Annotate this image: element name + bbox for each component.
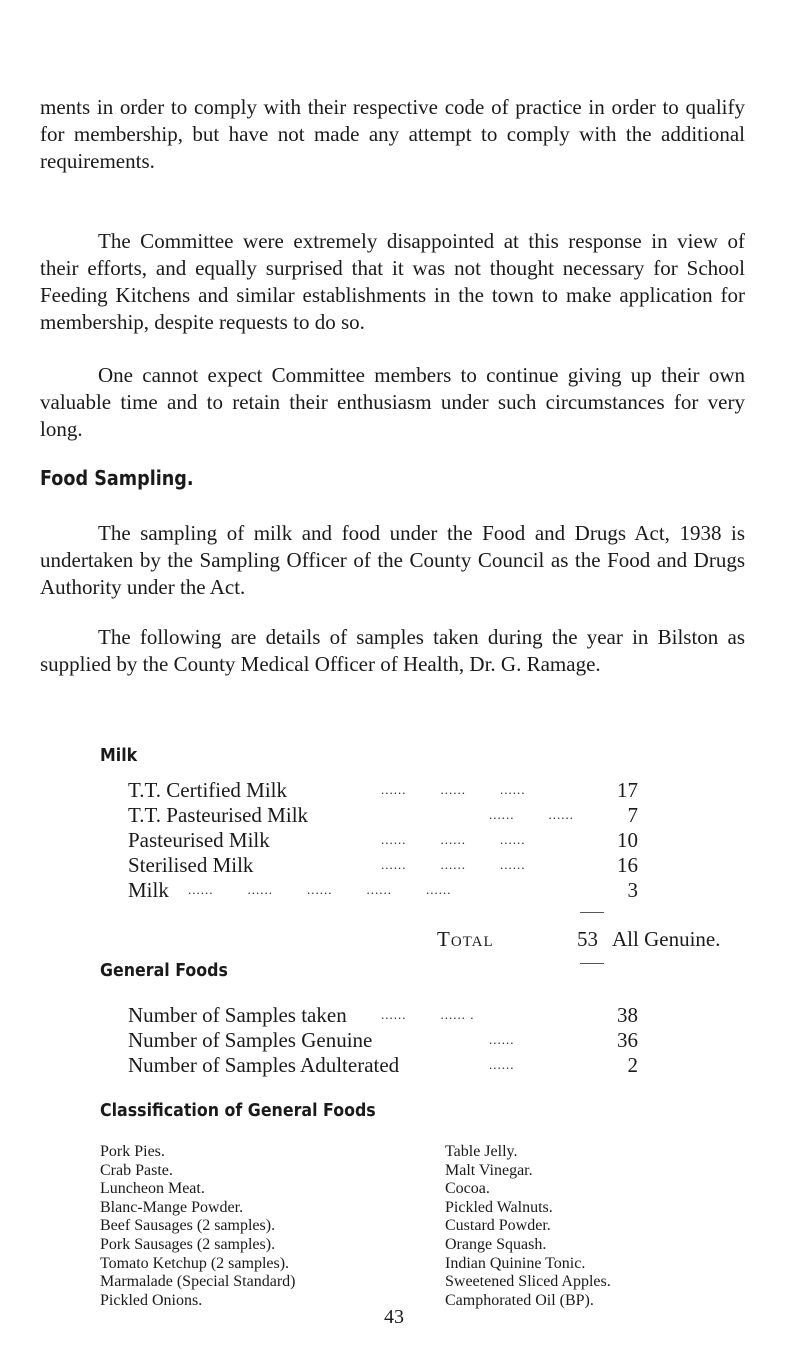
- total-label: Total: [437, 927, 494, 951]
- classification-left-list: [100, 1143, 295, 1310]
- list-item: Sweetened Sliced Apples.: [445, 1273, 611, 1291]
- list-item: Pickled Walnuts.: [445, 1198, 553, 1216]
- list-item: Camphorated Oil (BP).: [445, 1291, 594, 1309]
- general-foods-row-value: 38: [617, 1003, 638, 1027]
- leader-dots: ......: [489, 1032, 515, 1047]
- list-item: Cocoa.: [445, 1180, 490, 1198]
- leader-dots: ...... ......: [489, 807, 574, 822]
- general-foods-row-value: 2: [627, 1053, 638, 1077]
- milk-row-value: 10: [617, 828, 638, 852]
- general-foods-row-label: Number of Samples Adulterated: [128, 1053, 400, 1077]
- list-item: Tomato Ketchup (2 samples).: [100, 1254, 290, 1272]
- list-item: Luncheon Meat.: [100, 1180, 205, 1198]
- classification-heading: Classification of General Foods: [100, 1100, 376, 1121]
- paragraph-committee-members: One cannot expect Committee members to continue giving up their own valuable time and to retain their enthusiasm under such circumstances for very long.: [40, 363, 745, 441]
- milk-row-label: T.T. Certified Milk: [128, 778, 288, 802]
- list-item: Table Jelly.: [445, 1143, 518, 1160]
- list-item: Pork Pies.: [100, 1143, 165, 1160]
- total-rule-top: [580, 912, 604, 913]
- list-item: Malt Vinegar.: [445, 1161, 533, 1179]
- general-foods-row-value: 36: [617, 1028, 638, 1052]
- list-item: Pork Sausages (2 samples).: [100, 1235, 276, 1253]
- leader-dots: ......: [489, 1057, 515, 1072]
- list-item: Beef Sausages (2 samples).: [100, 1217, 276, 1235]
- general-foods-row-label: Number of Samples Genuine: [128, 1028, 373, 1052]
- paragraph-continuation: ments in order to comply with their respective code of practice in order to qualify for membership, but have not made any attempt to comply with the additional requirements.: [40, 95, 745, 173]
- general-foods-heading: General Foods: [100, 960, 228, 981]
- list-item: Marmalade (Special Standard): [100, 1273, 296, 1291]
- total-note: All Genuine.: [612, 927, 721, 951]
- milk-row-label: T.T. Pasteurised Milk: [128, 803, 309, 827]
- leader-dots: ...... ...... ......: [381, 832, 526, 847]
- leader-dots: ...... ...... ......: [381, 857, 526, 872]
- page-number: 43: [384, 1306, 404, 1328]
- leader-dots: ...... ...... ......: [381, 782, 526, 797]
- milk-row-label: Sterilised Milk: [128, 853, 254, 877]
- total-rule-bottom: [580, 963, 604, 964]
- list-item: Custard Powder.: [445, 1217, 551, 1235]
- list-item: Crab Paste.: [100, 1161, 173, 1179]
- milk-row-value: 7: [627, 803, 638, 827]
- food-sampling-heading: Food Sampling.: [40, 466, 194, 490]
- list-item: Pickled Onions.: [100, 1291, 203, 1309]
- paragraph-sampling-act: The sampling of milk and food under the Food and Drugs Act, 1938 is undertaken by the Sampling Officer of the County Council as the Food and Drugs Authority under the Act.: [40, 521, 745, 599]
- leader-dots: ...... ...... .: [381, 1007, 475, 1022]
- list-item: Indian Quinine Tonic.: [445, 1254, 586, 1272]
- milk-row-value: 3: [627, 878, 638, 902]
- milk-row-value: 17: [617, 778, 638, 802]
- paragraph-committee: The Committee were extremely disappointed at this response in view of their efforts, and equally surprised that it was not thought necessary for School Feeding Kitchens and similar establishments in the town to make application for membership, despite requests to do so.: [40, 229, 745, 334]
- list-item: Orange Squash.: [445, 1235, 547, 1253]
- general-foods-row-label: Number of Samples taken: [128, 1003, 347, 1027]
- leader-dots: ...... ...... ...... ...... ......: [188, 882, 452, 897]
- classification-right-list: [445, 1143, 611, 1310]
- milk-row-value: 16: [617, 853, 638, 877]
- list-item: Blanc-Mange Powder.: [100, 1198, 244, 1216]
- milk-heading: Milk: [100, 745, 138, 766]
- milk-row-label: Milk: [128, 878, 169, 902]
- paragraph-sampling-details: The following are details of samples taken during the year in Bilston as supplied by the County Medical Officer of Health, Dr. G. Ramage.: [40, 625, 745, 676]
- milk-row-label: Pasteurised Milk: [128, 828, 270, 852]
- total-value: 53: [577, 927, 598, 951]
